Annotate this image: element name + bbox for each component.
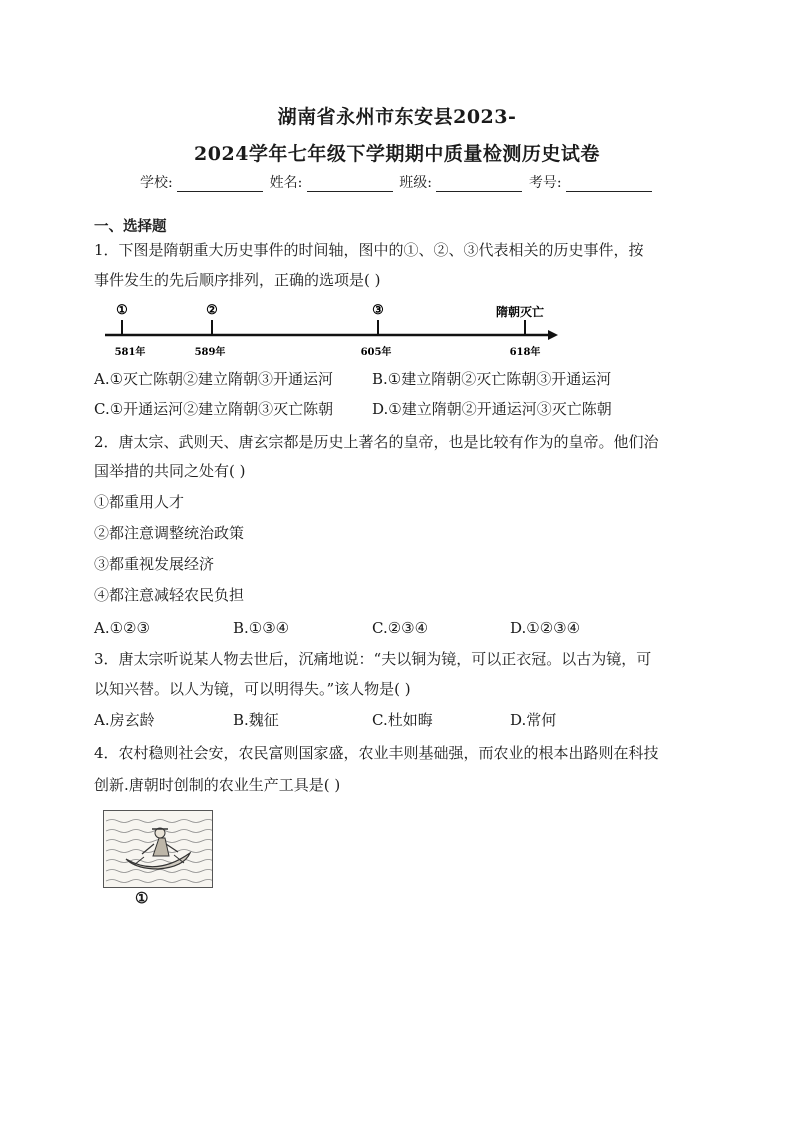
- q4-stem-line1: 4．农村稳则社会安，农民富则国家盛，农业丰则基础强，而农业的根本出路则在科技: [94, 744, 659, 762]
- q1-stem-line2: 事件发生的先后顺序排列，正确的选项是( ): [94, 271, 381, 289]
- q2-statement-1: ①都重用人才: [94, 493, 185, 511]
- exam-title-line1: 湖南省永州市东安县2023-: [277, 106, 517, 128]
- timeline-year-2: 589年: [194, 347, 226, 358]
- timeline-year-1: 581年: [114, 347, 146, 358]
- school-label: 学校:: [139, 175, 173, 191]
- q2-option-a[interactable]: A.①②③: [94, 619, 150, 637]
- exam-title-line2: 2024学年七年级下学期期中质量检测历史试卷: [194, 143, 600, 165]
- student-info-row: [0, 172, 794, 192]
- q3-stem-line1: 3．唐太宗听说某人物去世后，沉痛地说：“夫以铜为镜，可以正衣冠。以古为镜，可: [94, 650, 652, 668]
- q2-stem-line1: 2．唐太宗、武则天、唐玄宗都是历史上著名的皇帝，也是比较有作为的皇帝。他们治: [94, 433, 659, 451]
- q2-statement-4: ④都注意减轻农民负担: [94, 586, 245, 604]
- timeline-marker-4: 隋朝灭亡: [495, 305, 545, 319]
- q3-option-a[interactable]: A.房玄龄: [94, 711, 155, 729]
- class-blank[interactable]: [436, 177, 522, 192]
- q1-timeline: [100, 300, 560, 364]
- q4-stem-line2: 创新.唐朝时创制的农业生产工具是( ): [94, 776, 341, 794]
- q3-stem-line2: 以知兴替。以人为镜，可以明得失。”该人物是( ): [94, 680, 411, 698]
- q1-option-d[interactable]: D.①建立隋朝②开通运河③灭亡陈朝: [372, 400, 612, 418]
- q2-option-b[interactable]: B.①③④: [233, 619, 290, 637]
- timeline-year-3: 605年: [360, 347, 392, 358]
- q1-option-c[interactable]: C.①开通运河②建立隋朝③灭亡陈朝: [94, 400, 334, 418]
- timeline-marker-3: ③: [372, 303, 384, 318]
- name-label: 姓名:: [269, 175, 303, 191]
- class-label: 班级:: [399, 175, 432, 191]
- timeline-arrow: [548, 330, 558, 340]
- q1-stem-line1: 1．下图是隋朝重大历史事件的时间轴，图中的①、②、③代表相关的历史事件，按: [94, 241, 644, 259]
- q2-option-d[interactable]: D.①②③④: [510, 619, 581, 637]
- timeline-year-4: 618年: [509, 347, 541, 358]
- exam-no-label: 考号:: [528, 175, 562, 191]
- q2-stem-line2: 国举措的共同之处有( ): [94, 462, 246, 480]
- q3-option-b[interactable]: B.魏征: [233, 711, 279, 729]
- q2-option-c[interactable]: C.②③④: [372, 619, 429, 637]
- name-blank[interactable]: [307, 177, 393, 192]
- q3-option-c[interactable]: C.杜如晦: [372, 711, 433, 729]
- q2-statement-3: ③都重视发展经济: [94, 555, 215, 573]
- school-blank[interactable]: [177, 177, 263, 192]
- q1-option-b[interactable]: B.①建立隋朝②灭亡陈朝③开通运河: [372, 370, 612, 388]
- farm-tool-sketch: [104, 811, 212, 887]
- exam-no-blank[interactable]: [566, 177, 652, 192]
- section-title: 一、选择题: [94, 218, 167, 235]
- timeline-marker-2: ②: [206, 303, 218, 318]
- q4-image-caption: ①: [135, 889, 149, 907]
- q2-statement-2: ②都注意调整统治政策: [94, 524, 245, 542]
- q3-option-d[interactable]: D.常何: [510, 711, 557, 729]
- timeline-marker-1: ①: [116, 303, 128, 318]
- q1-option-a[interactable]: A.①灭亡陈朝②建立隋朝③开通运河: [94, 370, 334, 388]
- q4-farm-tool-image: [103, 810, 213, 888]
